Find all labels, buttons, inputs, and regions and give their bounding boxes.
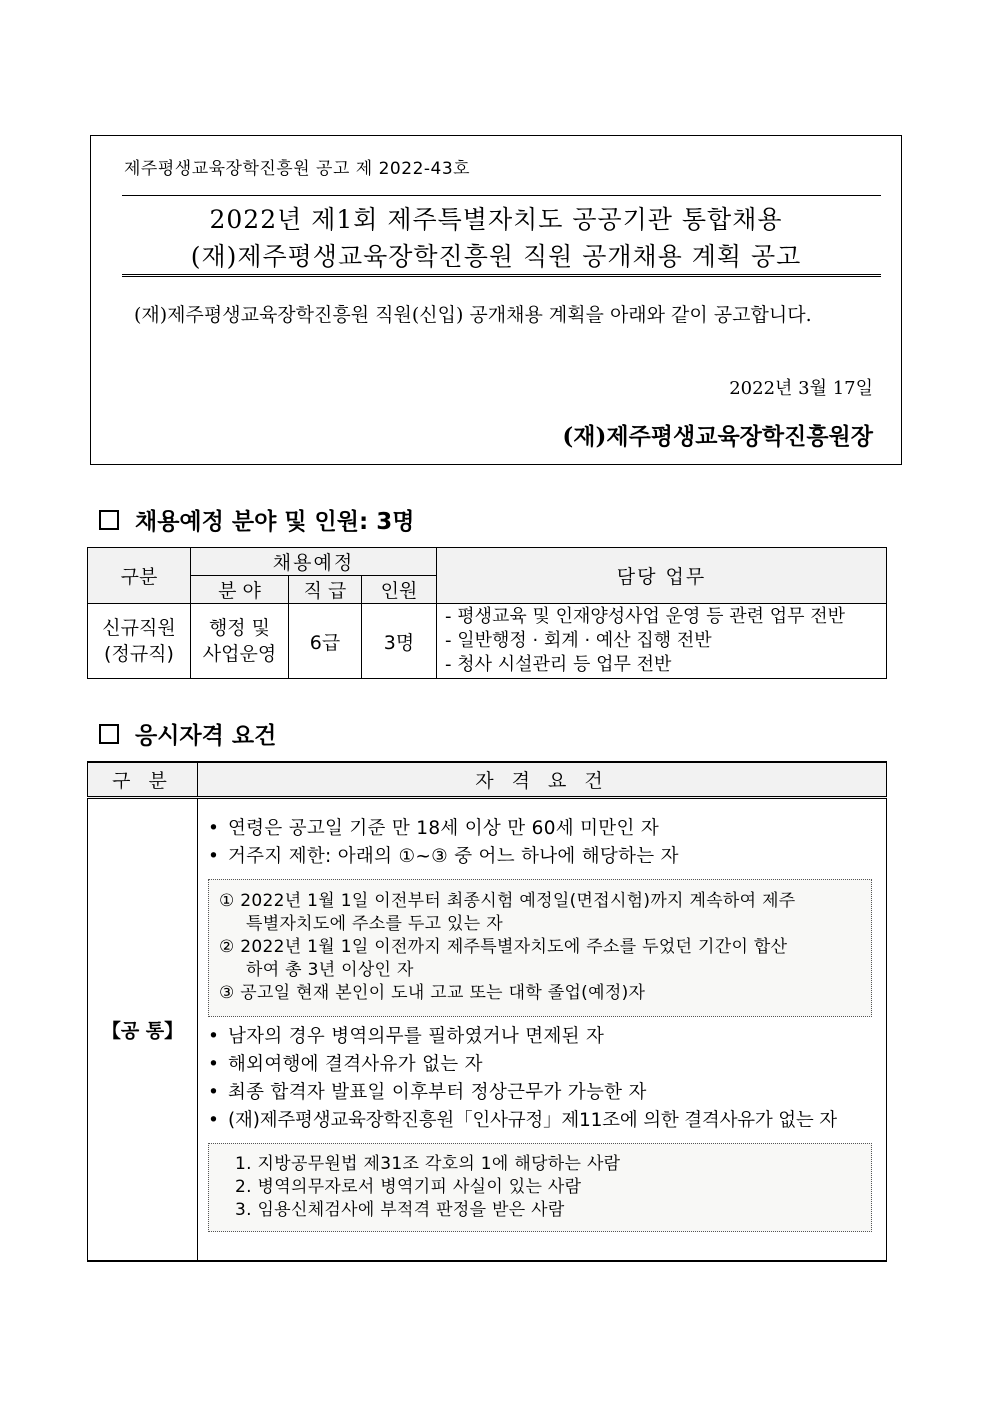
notice-title-line2: (재)제주평생교육장학진흥원 직원 공개채용 계획 공고 <box>190 242 802 271</box>
requirements-content <box>198 798 887 1262</box>
duty-item: - 일반행정 · 회계 · 예산 집행 전반 <box>445 630 712 651</box>
bullet-icon: • <box>208 1110 219 1131</box>
field-line2: 사업운영 <box>202 643 277 665</box>
list-item: 3. 임용신체검사에 부적격 판정을 받은 사람 <box>235 1200 565 1220</box>
common-label: 【공 통】 <box>88 798 198 1262</box>
header-grade: 직 급 <box>289 576 362 604</box>
list-item: ③ 공고일 현재 본인이 도내 고교 또는 대학 졸업(예정)자 <box>219 983 646 1003</box>
header-duties: 담당 업무 <box>437 548 887 604</box>
notice-number: 제주평생교육장학진흥원 공고 제 2022-43호 <box>124 159 471 179</box>
recruitment-table <box>87 547 887 679</box>
qualification-table <box>87 761 887 1262</box>
bullet-icon: • <box>208 1054 220 1075</box>
notice-box <box>90 135 902 465</box>
list-item: • 연령은 공고일 기준 만 18세 이상 만 60세 미만인 자 <box>198 815 886 843</box>
checkbox-icon <box>99 724 119 744</box>
list-item: ② 2022년 1월 1일 이전까지 제주특별자치도에 주소를 두었던 기간이 합산 하여 총 3년 이상인 자 <box>219 937 788 980</box>
checkbox-icon <box>99 510 119 530</box>
bullet-icon: • <box>208 818 220 839</box>
header-category: 구 분 <box>88 762 198 798</box>
cell-count: 3명 <box>362 604 437 679</box>
list-item: • 해외여행에 결격사유가 없는 자 <box>198 1051 886 1079</box>
section-heading-text: 채용예정 분야 및 인원: 3명 <box>135 509 415 535</box>
category-line2: (정규직) <box>104 643 174 665</box>
residence-criteria-box <box>208 879 872 1017</box>
list-item: • 최종 합격자 발표일 이후부터 정상근무가 가능한 자 <box>198 1079 886 1107</box>
list-item: ① 2022년 1월 1일 이전부터 최종시험 예정일(면접시험)까지 계속하여 제주 특별자치도에 주소를 두고 있는 자 <box>219 891 796 934</box>
list-item: • 거주지 제한: 아래의 ①~③ 중 어느 하나에 해당하는 자 <box>198 843 886 871</box>
header-category: 구분 <box>88 548 191 604</box>
notice-title-line1: 2022년 제1회 제주특별자치도 공공기관 통합채용 <box>209 205 783 234</box>
header-planned: 채용예정 <box>191 548 437 576</box>
category-line1: 신규직원 <box>102 617 176 639</box>
header-field: 분 야 <box>191 576 289 604</box>
list-item: 2. 병역의무자로서 병역기피 사실이 있는 사람 <box>235 1177 582 1197</box>
duty-item: - 청사 시설관리 등 업무 전반 <box>445 654 672 675</box>
title-rule-top <box>122 195 881 196</box>
section-heading-recruitment <box>99 503 414 536</box>
title-rule-bottom <box>122 274 881 279</box>
list-item: 1. 지방공무원법 제31조 각호의 1에 해당하는 사람 <box>235 1154 621 1174</box>
cell-category <box>88 604 191 679</box>
notice-date: 2022년 3월 17일 <box>729 378 873 399</box>
requirement-list <box>198 1023 886 1135</box>
section-heading-text: 응시자격 요건 <box>135 723 277 749</box>
notice-body: (재)제주평생교육장학진흥원 직원(신입) 공개채용 계획을 아래와 같이 공고합니다. <box>134 304 812 326</box>
header-requirements: 자 격 요 건 <box>198 762 887 798</box>
field-line1: 행정 및 <box>208 617 271 639</box>
bullet-icon: • <box>208 1082 220 1103</box>
header-count: 인원 <box>362 576 437 604</box>
requirement-list <box>198 815 886 871</box>
duty-item: - 평생교육 및 인재양성사업 운영 등 관련 업무 전반 <box>445 606 846 627</box>
bullet-icon: • <box>208 846 220 867</box>
list-item: • (재)제주평생교육장학진흥원「인사규정」제11조에 의한 결격사유가 없는 자 <box>198 1107 886 1135</box>
cell-duties <box>437 604 887 679</box>
notice-signer: (재)제주평생교육장학진흥원장 <box>562 423 873 450</box>
cell-grade: 6급 <box>289 604 362 679</box>
bullet-icon: • <box>208 1026 220 1047</box>
disqualification-box <box>208 1143 872 1232</box>
list-item: • 남자의 경우 병역의무를 필하였거나 면제된 자 <box>198 1023 886 1051</box>
cell-field <box>191 604 289 679</box>
section-heading-qualifications <box>99 717 276 750</box>
